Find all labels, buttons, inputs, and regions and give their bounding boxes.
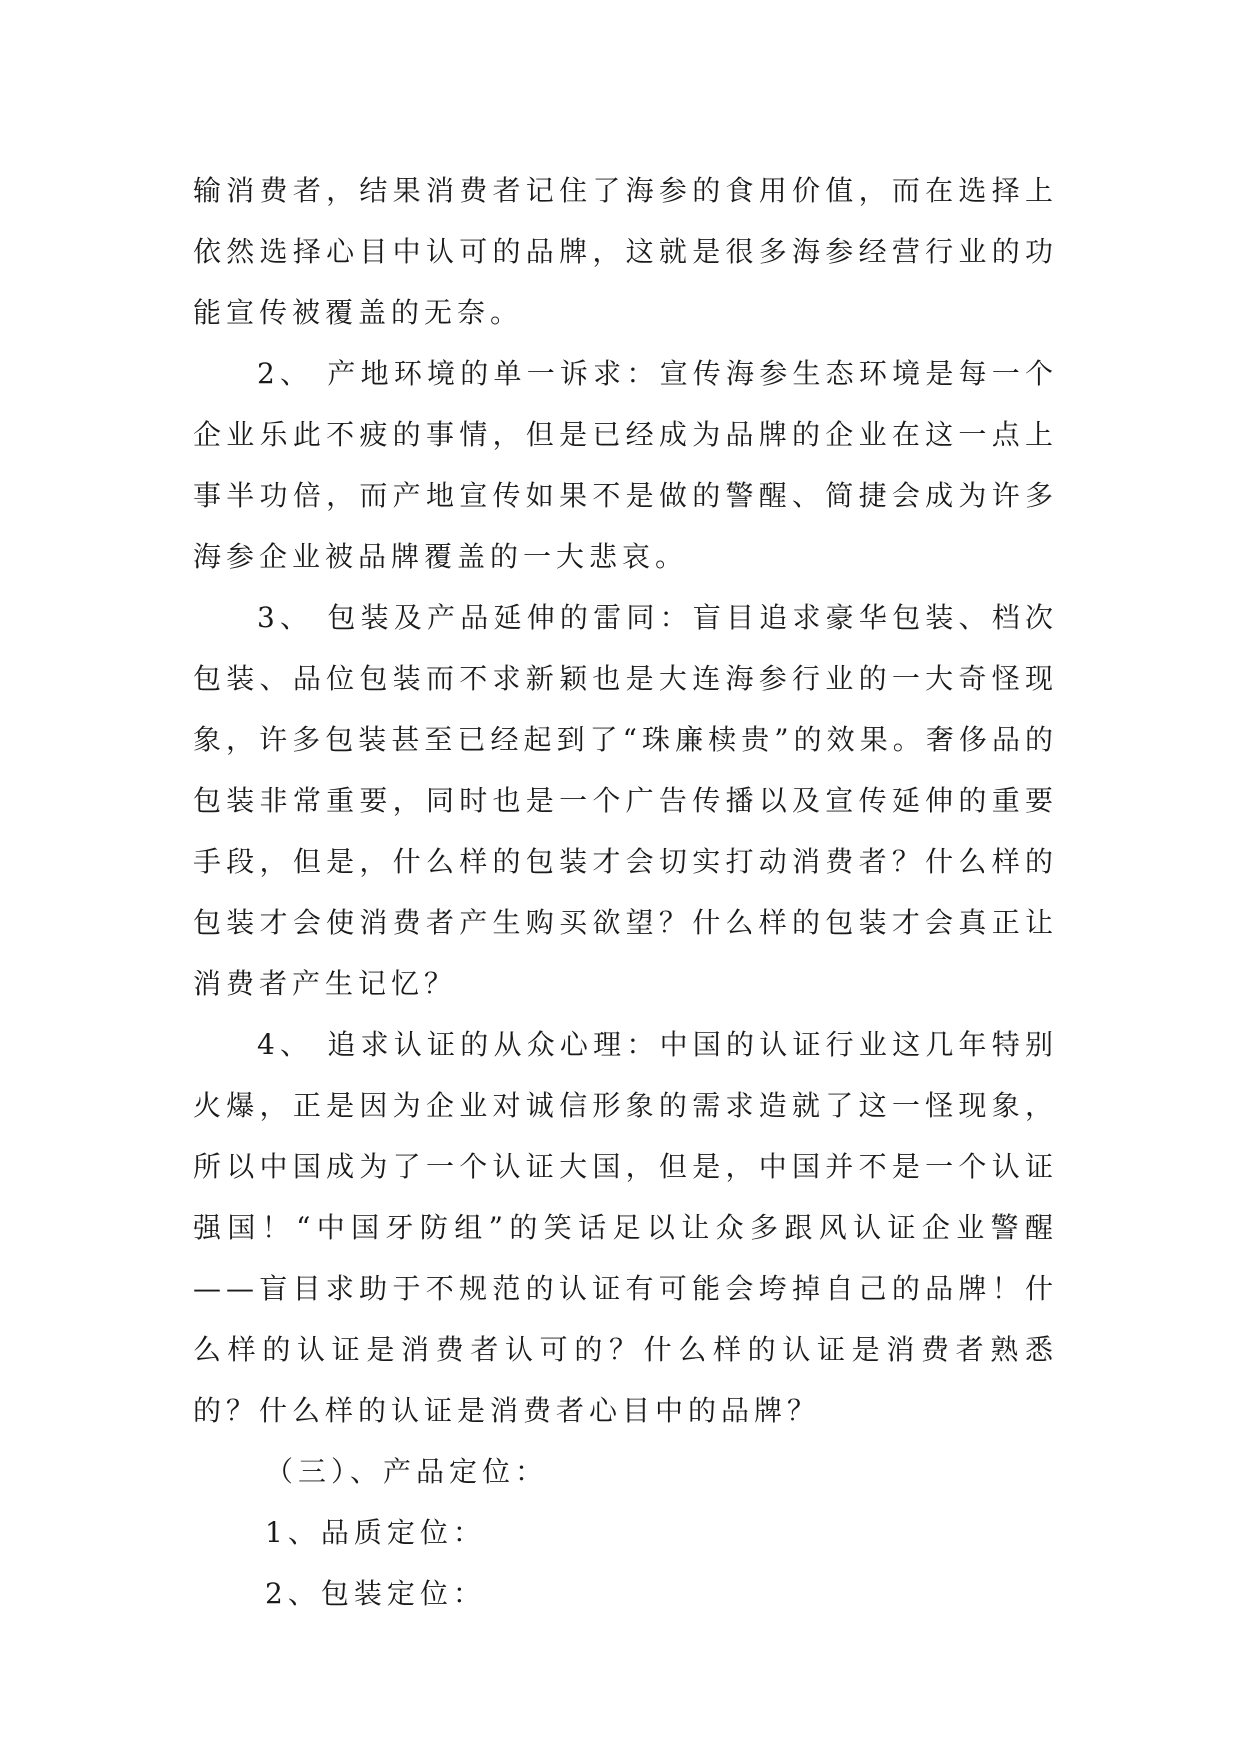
paragraph-packaging: 3、 包装及产品延伸的雷同：盲目追求豪华包装、档次包装、品位包装而不求新颖也是大连海参行业的一大奇怪现象，许多包装甚至已经起到了“珠廉椟贵”的效果。奢侈品的包装非常重要，同时也是一个广告传播以及宣传延伸的重要手段，但是，什么样的包装才会切实打动消费者？什么样的包装才会使消费者产生购买欲望？什么样的包装才会真正让消费者产生记忆？ — [193, 601, 1058, 1000]
list-item-packaging-positioning: 2、包装定位： — [265, 1577, 486, 1610]
document-body — [193, 160, 1058, 1624]
paragraph-origin-environment: 2、 产地环境的单一诉求：宣传海参生态环境是每一个企业乐此不疲的事情，但是已经成为品牌的企业在这一点上事半功倍，而产地宣传如果不是做的警醒、简捷会成为许多海参企业被品牌覆盖的一大悲哀。 — [193, 357, 1058, 573]
list-item-quality-positioning: 1、品质定位： — [265, 1516, 486, 1549]
paragraph-certification: 4、 追求认证的从众心理：中国的认证行业这几年特别火爆，正是因为企业对诚信形象的需求造就了这一怪现象，所以中国成为了一个认证大国，但是，中国并不是一个认证强国！“中国牙防组”的笑话足以让众多跟风认证企业警醒——盲目求助于不规范的认证有可能会垮掉自己的品牌！什么样的认证是消费者认可的？什么样的认证是消费者熟悉的？什么样的认证是消费者心目中的品牌？ — [193, 1028, 1058, 1427]
section-heading: （三）、产品定位： — [265, 1455, 549, 1488]
paragraph-continuation: 输消费者，结果消费者记住了海参的食用价值，而在选择上依然选择心目中认可的品牌，这就是很多海参经营行业的功能宣传被覆盖的无奈。 — [193, 174, 1058, 329]
